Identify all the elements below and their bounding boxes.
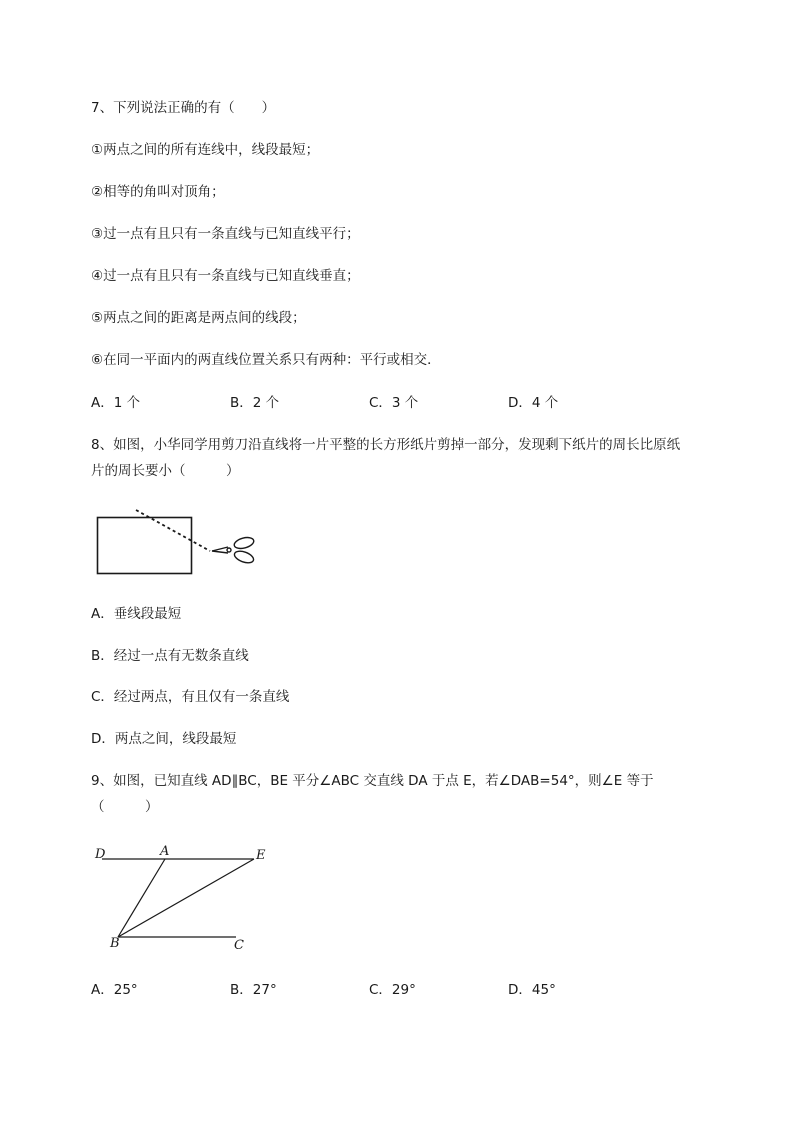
q8-option-d: D．两点之间，线段最短 — [91, 731, 237, 747]
q9-option-d: D．45° — [508, 982, 556, 998]
label-c: C — [234, 938, 244, 953]
scissors-icon — [212, 536, 255, 566]
q8-option-c: C．经过两点，有且仅有一条直线 — [91, 689, 290, 705]
q8-option-a: A．垂线段最短 — [91, 606, 182, 622]
q9-stem-line2: （ ） — [91, 799, 159, 815]
q8-stem-line1: 8、如图，小华同学用剪刀沿直线将一片平整的长方形纸片剪掉一部分，发现剩下纸片的周长比原纸 — [91, 437, 681, 453]
q9-figure — [90, 842, 280, 954]
label-a: A — [160, 844, 170, 859]
q9-option-a: A．25° — [91, 982, 138, 998]
paper-rectangle — [98, 518, 192, 574]
line-be — [118, 859, 254, 937]
label-b: B — [110, 936, 120, 951]
q7-stem: 7、下列说法正确的有（ ） — [91, 100, 276, 116]
q7-statement-4: ④过一点有且只有一条直线与已知直线垂直； — [91, 268, 360, 284]
q7-option-c: C．3 个 — [369, 395, 419, 411]
q7-statement-6: ⑥在同一平面内的两直线位置关系只有两种：平行或相交． — [91, 352, 441, 368]
q7-statement-5: ⑤两点之间的距离是两点间的线段； — [91, 310, 306, 326]
q8-option-b: B．经过一点有无数条直线 — [91, 648, 249, 664]
q7-option-b: B．2 个 — [230, 395, 280, 411]
q9-option-c: C．29° — [369, 982, 416, 998]
q7-statement-3: ③过一点有且只有一条直线与已知直线平行； — [91, 226, 360, 242]
cut-line — [136, 510, 210, 551]
label-d: D — [95, 847, 106, 862]
q9-stem-line1: 9、如图，已知直线 AD∥BC，BE 平分∠ABC 交直线 DA 于点 E，若∠DAB=54°，则∠E 等于 — [91, 773, 654, 789]
q7-option-d: D．4 个 — [508, 395, 559, 411]
q7-option-a: A．1 个 — [91, 395, 141, 411]
line-ab — [118, 859, 165, 937]
q8-stem-line2: 片的周长要小（ ） — [91, 463, 240, 479]
label-e: E — [256, 848, 266, 863]
q7-statement-2: ②相等的角叫对顶角； — [91, 184, 225, 200]
q9-option-b: B．27° — [230, 982, 277, 998]
q7-statement-1: ①两点之间的所有连线中，线段最短； — [91, 142, 320, 158]
q8-figure — [92, 507, 267, 582]
